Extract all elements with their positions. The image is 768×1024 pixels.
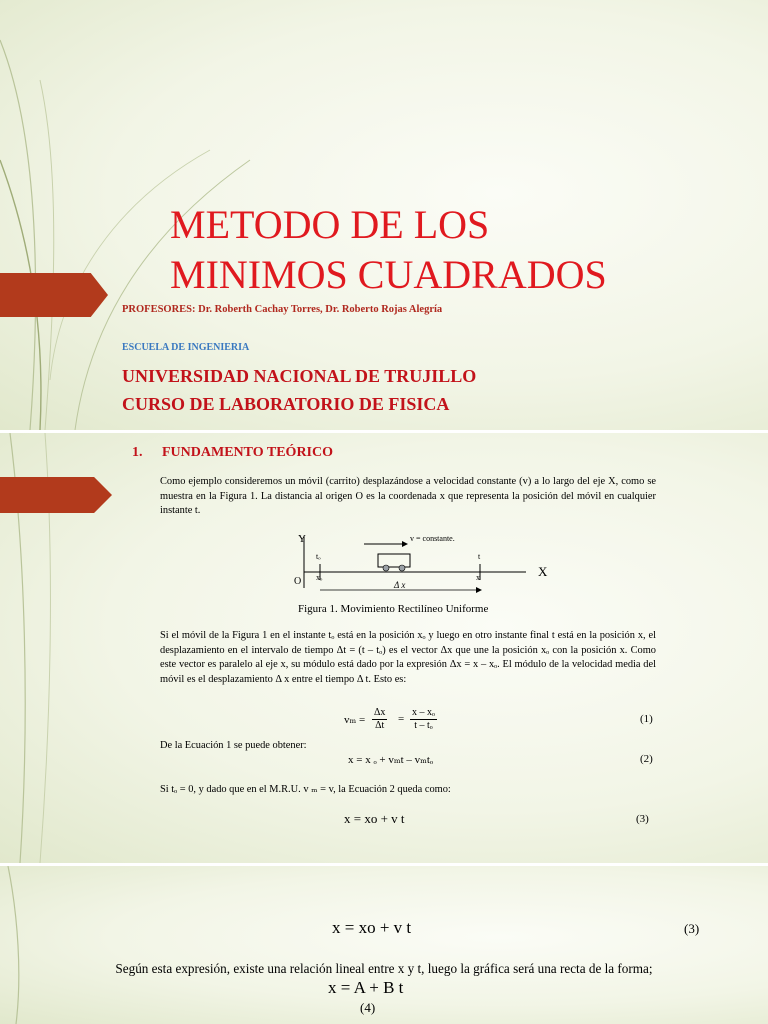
- t0-label: tₒ: [316, 552, 321, 561]
- eq4-number: (4): [360, 1000, 376, 1015]
- delta-x-arrow-head: [476, 587, 482, 593]
- velocity-arrow-head: [402, 541, 408, 547]
- from-eq1-text: De la Ecuación 1 se puede obtener:: [160, 740, 307, 751]
- x0-label: xₒ: [316, 573, 323, 582]
- figure-caption: Figura 1. Movimiento Rectilíneo Uniforme: [298, 603, 489, 615]
- school-line: ESCUELA DE INGENIERIA: [122, 342, 250, 353]
- y-axis-label: Y: [298, 533, 306, 545]
- eq1-den1: Δt: [375, 720, 385, 731]
- eq1-num2: x – xₒ: [412, 707, 435, 718]
- equation-3: [160, 811, 656, 833]
- eq1-number: (1): [640, 713, 653, 725]
- decorative-curves: [0, 866, 768, 1024]
- origin-label: O: [294, 576, 302, 587]
- x-axis-label: X: [538, 564, 548, 579]
- eq2-text: x = x ₒ + vₘt – vₘtₒ: [348, 754, 434, 766]
- if-t0-text: Si tₒ = 0, y dado que en el M.R.U. v ₘ = v, la Ecuación 2 queda como:: [160, 784, 451, 795]
- eq4-text: x = A + B t: [328, 978, 404, 997]
- eq1-fraction-2: [410, 707, 437, 732]
- cart-body: [378, 554, 410, 567]
- eq3-large: x = xo + v t: [332, 918, 412, 937]
- eq1-fraction-1: [372, 707, 387, 732]
- section-tab: [0, 273, 108, 317]
- eq1-den2: t – tₒ: [414, 720, 433, 731]
- title-line-1: METODO DE LOS: [170, 202, 490, 247]
- heading-text: FUNDAMENTO TEÓRICO: [162, 445, 334, 460]
- title-line-2: MINIMOS CUADRADOS: [170, 252, 607, 297]
- intro-paragraph: Como ejemplo consideremos un móvil (carrito) desplazándose a velocidad constante (v) a lo largo del eje X, como se muestra en la Figura 1. La distancia al origen O es la coordenada x que representa la posición del móvil en cualquier instante t.: [160, 476, 656, 516]
- section-tab: [0, 477, 112, 513]
- eq3-large-number: (3): [684, 921, 700, 936]
- slide-linear-relation: [0, 866, 768, 1024]
- equation-2: [160, 753, 656, 775]
- heading-number: 1.: [132, 445, 143, 460]
- linear-relation-sentence: Según esta expresión, existe una relación lineal entre x y t, luego la gráfica será una recta de la forma;: [115, 961, 653, 976]
- figure-1-diagram: [290, 528, 560, 608]
- university-name: UNIVERSIDAD NACIONAL DE TRUJILLO: [122, 366, 477, 386]
- slide-title: [0, 0, 768, 430]
- eq3-text: x = xo + v t: [344, 811, 405, 826]
- professors-line: PROFESORES: Dr. Roberth Cachay Torres, Dr. Roberto Rojas Alegría: [122, 304, 443, 315]
- section-heading: [132, 445, 333, 461]
- t-label: t: [478, 552, 481, 561]
- course-name: CURSO DE LABORATORIO DE FISICA: [122, 394, 450, 414]
- cart-wheel: [383, 565, 389, 571]
- displacement-paragraph: Si el móvil de la Figura 1 en el instante tₒ está en la posición xₒ y luego en otro instante final t está en la posición x, el desplazamiento en el intervalo de tiempo Δt = (t – tₒ) es el vector Δx que une la posición xₒ con la posición x. Como este vector es paralelo al eje x, su módulo está dado por la expresión Δx = x – xₒ. El módulo de la velocidad media del móvil es el desplazamiento Δ x entre el tiempo Δ t. Esto es:: [160, 630, 656, 685]
- university-block: [122, 362, 476, 418]
- eq2-number: (2): [640, 753, 653, 765]
- eq1-num1: Δx: [374, 707, 386, 718]
- equation-1: [160, 707, 656, 729]
- page-title: [170, 200, 607, 300]
- cart-wheel: [399, 565, 405, 571]
- velocity-label: v = constante.: [410, 534, 455, 543]
- eq1-lhs: vₘ =: [344, 714, 366, 726]
- eq3-number: (3): [636, 813, 649, 825]
- delta-x-label: Δ x: [394, 580, 406, 590]
- slide-fundamento: [0, 433, 768, 863]
- eq1-equals: =: [398, 713, 405, 725]
- x-label: x: [476, 573, 480, 582]
